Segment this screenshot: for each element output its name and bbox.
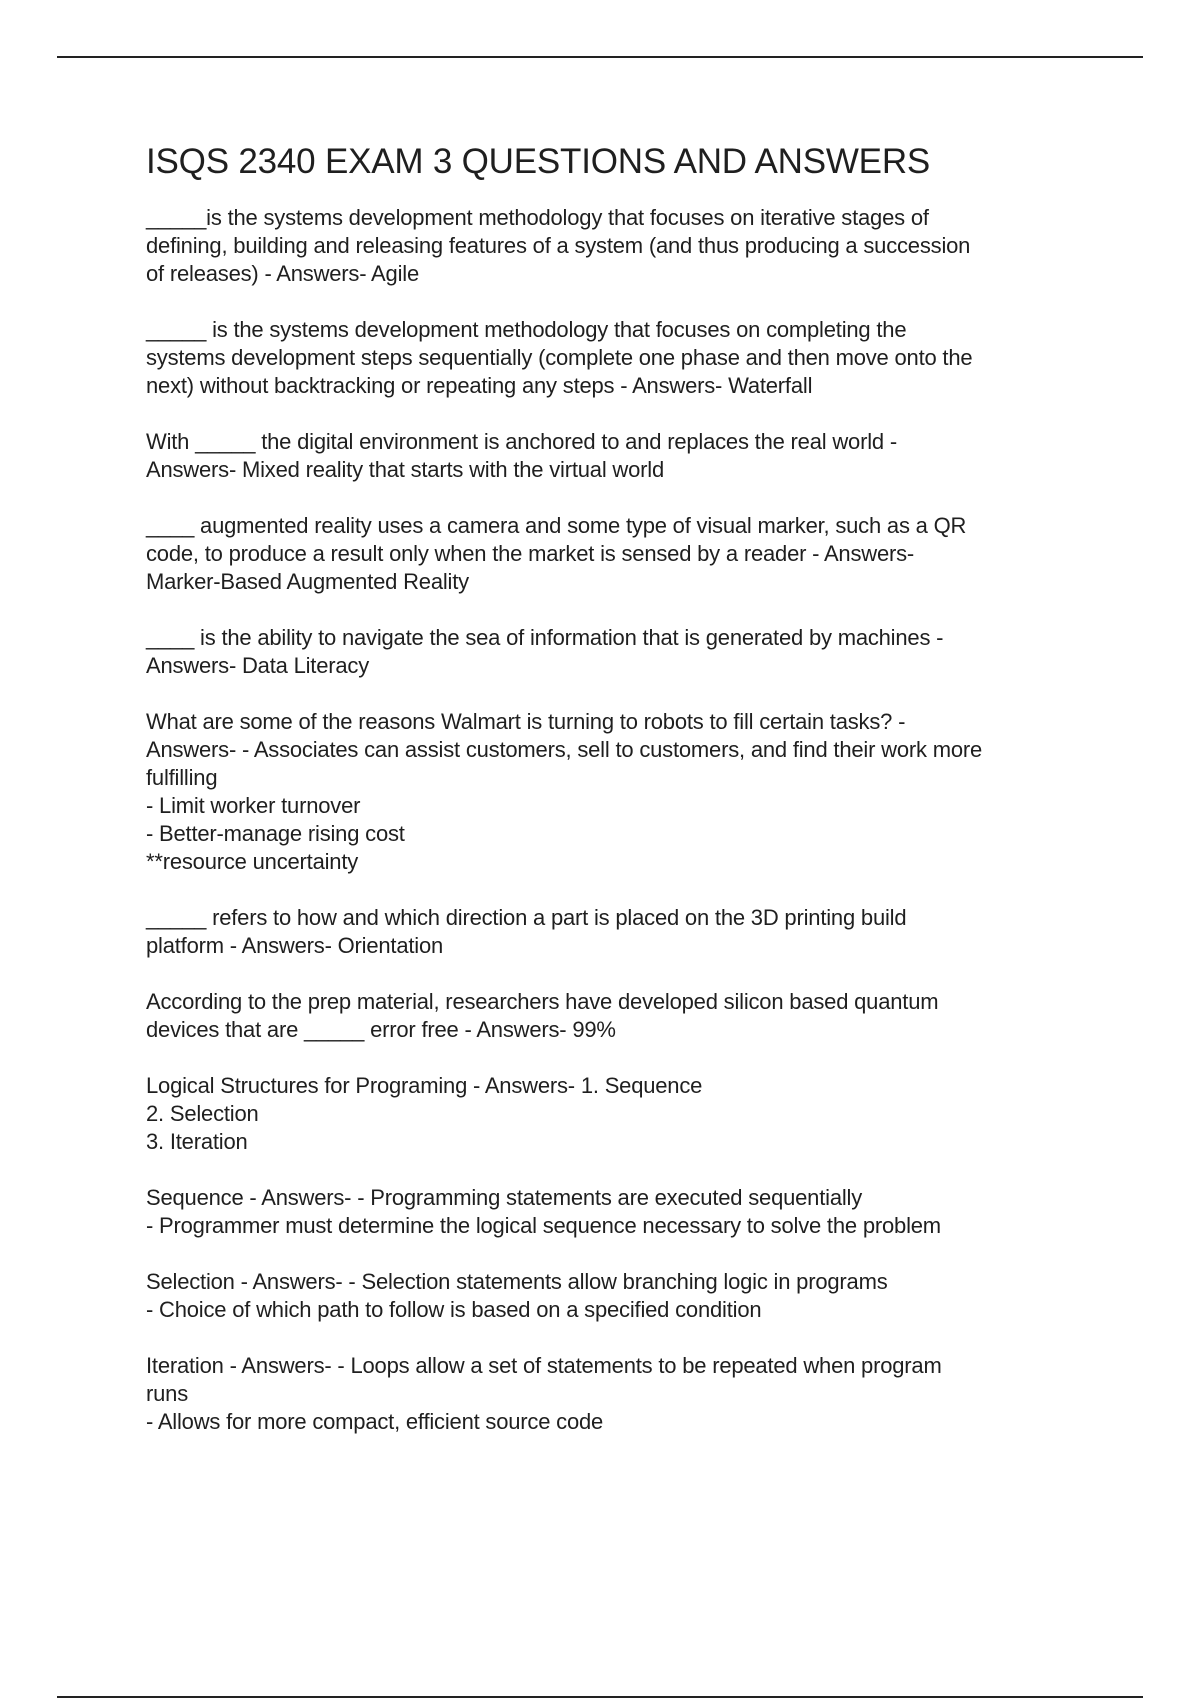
qa-entry (146, 1072, 1096, 1156)
qa-line: Marker-Based Augmented Reality (146, 569, 469, 594)
qa-entry (146, 1184, 1096, 1240)
qa-line: ____ is the ability to navigate the sea of information that is generated by machines - (146, 625, 944, 650)
qa-line: Iteration - Answers- - Loops allow a set of statements to be repeated when program (146, 1353, 942, 1378)
qa-line: What are some of the reasons Walmart is turning to robots to fill certain tasks? - (146, 709, 906, 734)
qa-line: - Allows for more compact, efficient source code (146, 1409, 604, 1434)
qa-entry (146, 204, 1096, 288)
qa-line: Answers- Mixed reality that starts with the virtual world (146, 457, 664, 482)
qa-line: _____is the systems development methodology that focuses on iterative stages of (146, 205, 929, 230)
qa-line: code, to produce a result only when the market is sensed by a reader - Answers- (146, 541, 915, 566)
top-divider (57, 56, 1143, 58)
qa-line: With _____ the digital environment is anchored to and replaces the real world - (146, 429, 897, 454)
bottom-divider (57, 1696, 1143, 1698)
qa-line: - Better-manage rising cost (146, 821, 405, 846)
qa-line: 3. Iteration (146, 1129, 248, 1154)
qa-line: 2. Selection (146, 1101, 259, 1126)
qa-entry (146, 904, 1096, 960)
qa-line: Answers- Data Literacy (146, 653, 370, 678)
qa-line: runs (146, 1381, 188, 1406)
qa-line: ____ augmented reality uses a camera and some type of visual marker, such as a QR (146, 513, 967, 538)
qa-line: defining, building and releasing features of a system (and thus producing a succession (146, 233, 971, 258)
qa-line: Logical Structures for Programing - Answers- 1. Sequence (146, 1073, 703, 1098)
qa-entry (146, 708, 1096, 876)
qa-line: **resource uncertainty (146, 849, 359, 874)
qa-entry (146, 316, 1096, 400)
document-title: ISQS 2340 EXAM 3 QUESTIONS AND ANSWERS (146, 142, 931, 181)
qa-entry (146, 1268, 1096, 1324)
qa-line: of releases) - Answers- Agile (146, 261, 419, 286)
qa-line: Answers- - Associates can assist customers, sell to customers, and find their work more (146, 737, 983, 762)
qa-line: devices that are _____ error free - Answers- 99% (146, 1017, 616, 1042)
qa-line: - Programmer must determine the logical sequence necessary to solve the problem (146, 1213, 941, 1238)
qa-line: - Limit worker turnover (146, 793, 361, 818)
qa-line: Selection - Answers- - Selection statements allow branching logic in programs (146, 1269, 888, 1294)
qa-line: _____ is the systems development methodology that focuses on completing the (146, 317, 907, 342)
qa-line: _____ refers to how and which direction a part is placed on the 3D printing build (146, 905, 907, 930)
qa-line: Sequence - Answers- - Programming statements are executed sequentially (146, 1185, 863, 1210)
qa-line: next) without backtracking or repeating any steps - Answers- Waterfall (146, 373, 813, 398)
qa-entry (146, 624, 1096, 680)
qa-line: platform - Answers- Orientation (146, 933, 444, 958)
qa-line: According to the prep material, researchers have developed silicon based quantum (146, 989, 939, 1014)
qa-list (146, 204, 1096, 1436)
qa-line: systems development steps sequentially (complete one phase and then move onto the (146, 345, 973, 370)
qa-entry (146, 428, 1096, 484)
qa-line: fulfilling (146, 765, 218, 790)
qa-line: - Choice of which path to follow is based on a specified condition (146, 1297, 762, 1322)
qa-entry (146, 1352, 1096, 1436)
qa-entry (146, 512, 1096, 596)
document-body (146, 142, 1096, 1464)
qa-entry (146, 988, 1096, 1044)
